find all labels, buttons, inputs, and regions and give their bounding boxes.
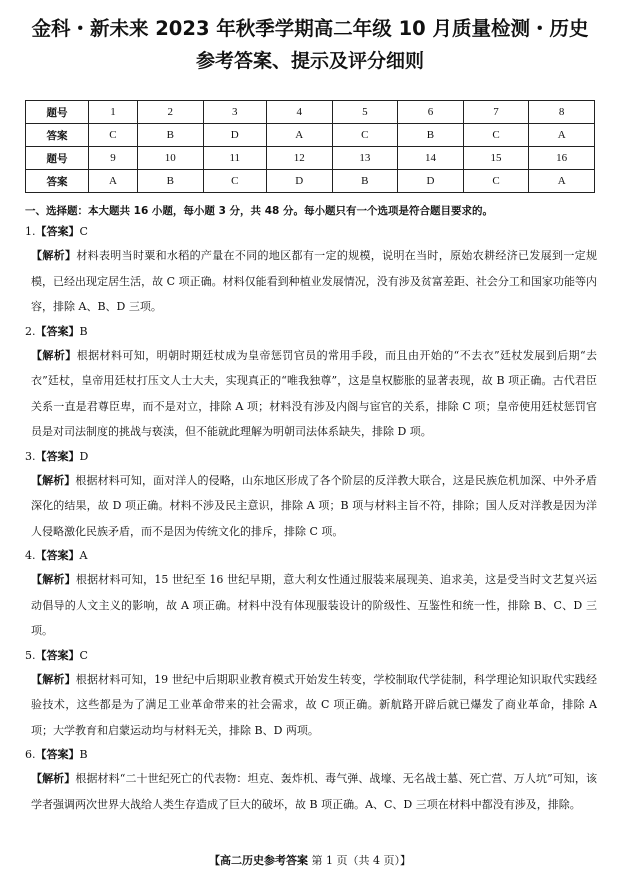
answer-line	[25, 445, 597, 468]
answer-line	[25, 220, 597, 243]
answer-cell: A	[266, 124, 332, 147]
question-number-cell: 8	[529, 101, 595, 124]
explanation-tag: 【解析】	[31, 348, 77, 362]
question-number-cell: 7	[463, 101, 529, 124]
answer-tag: 【答案】	[35, 225, 80, 238]
answer-cell: D	[266, 170, 332, 193]
question-block	[25, 743, 597, 817]
answer-table-row	[26, 147, 595, 170]
answer-header: 答案	[26, 170, 89, 193]
page-subtitle: 参考答案、提示及评分细则	[195, 50, 424, 72]
answer-tag: 【答案】	[35, 549, 80, 562]
question-number: 5.	[25, 648, 36, 662]
question-number-cell: 10	[137, 147, 203, 170]
answer-tag: 【答案】	[35, 324, 80, 338]
answer-tag: 【答案】	[35, 648, 80, 662]
answer-value: B	[79, 324, 88, 338]
answer-tag: 【答案】	[35, 748, 80, 761]
question-block	[25, 544, 597, 644]
explanation-text: 根据材料可知，明朝时期廷杖成为皇帝惩罚官员的常用手段，而且由开始的“不去衣”廷杖发展到后期“去衣”廷杖，皇帝用廷杖打压文人士大夫，实现真正的“唯我独尊”，这是皇权膨胀的显著表现，故 B 项正确。古代君臣关系一直是君尊臣卑，而不是对立，排除 A 项；材料没有涉及内阁与宦官的关系，排除 C 项；皇帝使用廷杖惩罚官员是对司法制度的挑战与亵渎，但不能就此理解为明朝司法体系缺失，排除 D 项。	[31, 348, 598, 438]
answer-header: 答案	[26, 124, 89, 147]
footer-page: 第 1 页（共 4 页）】	[311, 854, 411, 867]
answer-cell: C	[463, 170, 529, 193]
explanation	[31, 766, 597, 817]
section-heading: 一、选择题：本大题共 16 小题，每小题 3 分，共 48 分。每小题只有一个选项是符合题目要求的。	[25, 205, 493, 217]
answer-cell: A	[529, 170, 595, 193]
answer-cell: C	[203, 170, 266, 193]
explanation-text: 根据材料可知，15 世纪至 16 世纪早期，意大利女性通过服装来展现美、追求美，这是受当时文艺复兴运动倡导的人文主义的影响，故 A 项正确。材料中没有体现服装设计的阶级性、互鉴性和统一性，排除 B、C、D 三项。	[31, 573, 597, 637]
question-number-cell: 15	[463, 147, 529, 170]
explanation-text: 根据材料可知，19 世纪中后期职业教育模式开始发生转变，学校制取代学徒制，科学理论知识取代实践经验技术，这些都是为了满足工业革命带来的社会需求，故 C 项正确。新航路开辟后就已爆发了商业革命，排除 A 项；大学教育和启蒙运动均与材料无关，排除 B、D 两项。	[31, 672, 597, 737]
answer-cell: C	[463, 124, 529, 147]
question-number: 2.	[25, 324, 36, 338]
answer-cell: B	[398, 124, 464, 147]
question-number: 1.	[25, 225, 36, 238]
question-number-cell: 4	[266, 101, 332, 124]
answer-cell: D	[398, 170, 464, 193]
question-number-cell: 1	[89, 101, 138, 124]
answer-cell: C	[332, 124, 398, 147]
answer-line	[25, 544, 597, 567]
answer-value: A	[79, 549, 88, 562]
question-block	[25, 445, 597, 545]
explanation	[31, 468, 597, 545]
answer-table	[25, 100, 595, 193]
question-block	[25, 320, 597, 445]
answer-table-row	[26, 124, 595, 147]
answer-cell: B	[332, 170, 398, 193]
question-block	[25, 644, 597, 744]
question-number-cell: 6	[398, 101, 464, 124]
answer-value: C	[79, 225, 88, 238]
answer-line	[25, 320, 597, 343]
explanation	[31, 243, 597, 320]
explanation-tag: 【解析】	[31, 772, 76, 785]
page-title: 金科・新未来 2023 年秋季学期高二年级 10 月质量检测・历史	[31, 17, 589, 40]
explanation-tag: 【解析】	[31, 473, 76, 487]
answer-cell: C	[89, 124, 138, 147]
explanation-text: 根据材料可知，面对洋人的侵略，山东地区形成了各个阶层的反洋教大联合，这是民族危机加深、中外矛盾深化的结果，故 D 项正确。材料不涉及民主意识，排除 A 项；B 项与材料主旨不符，排除；国人反对洋教是因为洋人侵略激化民族矛盾，而不是因为传统文化的排斥，排除 C 项。	[31, 473, 598, 538]
answer-cell: B	[137, 170, 203, 193]
question-number-cell: 3	[203, 101, 266, 124]
explanation	[31, 667, 597, 744]
question-number: 3.	[25, 449, 36, 463]
question-block	[25, 220, 597, 320]
question-number-cell: 9	[89, 147, 138, 170]
answer-cell: A	[89, 170, 138, 193]
explanation-tag: 【解析】	[31, 672, 76, 686]
explanation	[31, 567, 597, 644]
explanation-text: 材料表明当时粟和水稻的产量在不同的地区都有一定的规模，说明在当时，原始农耕经济已发展到一定规模，已经出现定居生活，故 C 项正确。材料仅能看到种植业发展情况，没有涉及贫富差距、社会分工和国家功能等内容，排除 A、B、D 三项。	[31, 249, 598, 313]
question-number-cell: 11	[203, 147, 266, 170]
question-number-cell: 14	[398, 147, 464, 170]
answer-cell: D	[203, 124, 266, 147]
explanation-text: 根据材料“二十世纪死亡的代表物：坦克、轰炸机、毒气弹、战壕、无名战士墓、死亡营、万人坑”可知，该学者强调两次世界大战给人类生存造成了巨大的破坏，故 B 项正确。A、C、D 三项在材料中都没有涉及，排除。	[31, 772, 597, 811]
answer-cell: A	[529, 124, 595, 147]
explanation-tag: 【解析】	[31, 249, 77, 262]
question-number-cell: 12	[266, 147, 332, 170]
footer-label: 【高二历史参考答案	[209, 854, 308, 867]
answer-table-row	[26, 170, 595, 193]
question-number: 4.	[25, 549, 36, 562]
answer-value: D	[79, 449, 89, 463]
answer-value: C	[79, 648, 88, 662]
question-number-cell: 16	[529, 147, 595, 170]
explanation	[31, 343, 597, 445]
answer-explanations	[25, 220, 597, 817]
answer-table-row	[26, 101, 595, 124]
answer-tag: 【答案】	[35, 449, 80, 463]
answer-cell: B	[137, 124, 203, 147]
answer-line	[25, 743, 597, 766]
explanation-tag: 【解析】	[31, 573, 76, 586]
page-footer	[0, 852, 620, 868]
question-number: 6.	[25, 748, 36, 761]
question-number-cell: 5	[332, 101, 398, 124]
answer-line	[25, 644, 597, 667]
question-number-header: 题号	[26, 101, 89, 124]
question-number-cell: 13	[332, 147, 398, 170]
question-number-cell: 2	[137, 101, 203, 124]
question-number-header: 题号	[26, 147, 89, 170]
answer-value: B	[79, 748, 88, 761]
